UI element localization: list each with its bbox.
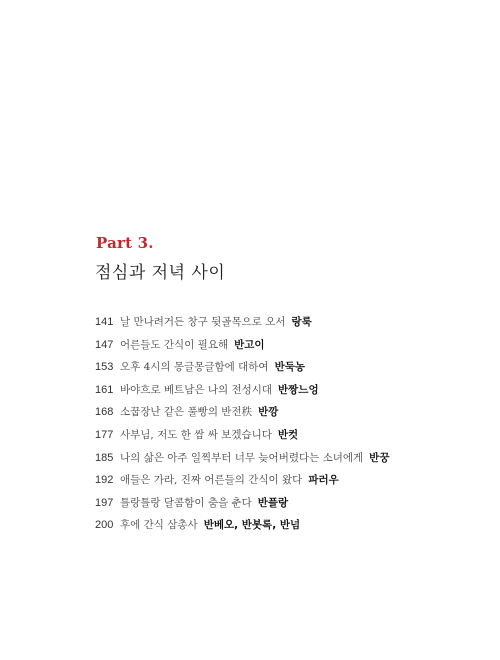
- toc-author: 반플랑: [257, 496, 289, 509]
- toc-entry: [95, 337, 389, 360]
- toc-title: 소꿉장난 같은 풀빵의 반전秩: [120, 406, 253, 419]
- toc-entry: [95, 404, 389, 427]
- toc-author: 반짱느엉: [278, 383, 319, 396]
- table-of-contents: [95, 314, 389, 540]
- toc-page-number: 185: [95, 451, 114, 464]
- toc-author: 랑룩: [291, 316, 312, 328]
- toc-title: 날 만나려거든 창구 뒷골목으로 오서: [120, 316, 286, 328]
- toc-entry: [95, 382, 389, 405]
- toc-title: 후에 간식 삼총사: [120, 519, 198, 532]
- toc-page-number: 141: [95, 316, 114, 328]
- toc-author: 반깡: [258, 406, 279, 419]
- toc-entry: [95, 517, 389, 540]
- toc-title: 틀랑틀랑 달콤함이 춤을 춘다: [120, 496, 252, 509]
- toc-page-number: 197: [95, 496, 114, 509]
- toc-author: 반꿍: [369, 451, 390, 464]
- toc-page-number: 153: [95, 361, 114, 374]
- part-title: 점심과 저녁 사이: [95, 263, 226, 283]
- toc-entry: [95, 314, 389, 337]
- toc-title: 어른들도 간식이 필요해: [120, 338, 229, 351]
- toc-title: 오후 4시의 몽글몽글함에 대하여: [120, 361, 269, 374]
- toc-title: 사부님, 저도 한 쌈 싸 보겠습니다: [120, 428, 272, 441]
- toc-author: 반컷: [277, 428, 299, 441]
- toc-entry: [95, 427, 389, 450]
- toc-entry: [95, 359, 389, 382]
- toc-title: 바야흐로 베트남은 나의 전성시대: [120, 383, 273, 396]
- toc-title: 애들은 가라, 진짜 어른들의 간식이 왔다: [120, 474, 303, 487]
- toc-title: 나의 삶은 아주 일찍부터 너무 늦어버렸다는 소녀에게: [120, 451, 364, 464]
- toc-page-number: 147: [95, 338, 114, 351]
- toc-page-number: 192: [95, 474, 114, 487]
- toc-entry: [95, 450, 389, 473]
- toc-page-number: 177: [95, 428, 114, 441]
- toc-page-number: 168: [95, 406, 114, 419]
- toc-author: 반고이: [234, 338, 265, 351]
- toc-page-number: 161: [95, 383, 114, 396]
- toc-author: 파러우: [308, 474, 339, 487]
- toc-page-number: 200: [95, 519, 114, 532]
- toc-entry: [95, 472, 389, 495]
- toc-author: 반베오, 반봇록, 반넘: [203, 519, 301, 532]
- toc-author: 반둑농: [274, 361, 305, 374]
- toc-entry: [95, 495, 389, 518]
- part-label: Part 3.: [96, 234, 154, 252]
